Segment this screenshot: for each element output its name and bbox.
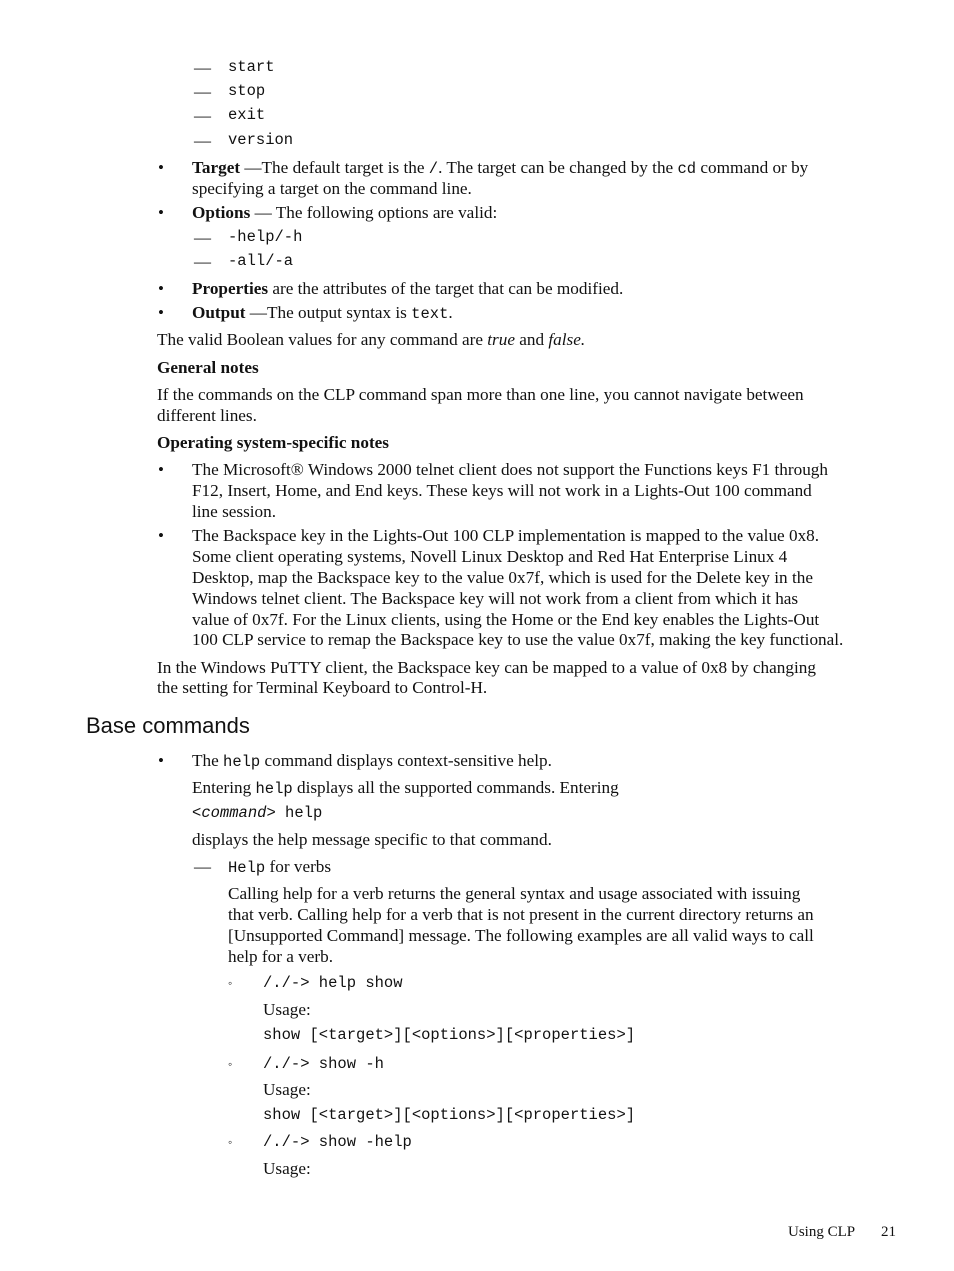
- dash-marker: —: [194, 106, 211, 125]
- target-label: Target: [192, 158, 241, 177]
- help-verb-code: Help: [228, 859, 266, 877]
- dash-marker: —: [194, 58, 211, 77]
- verb-start: start: [228, 58, 275, 76]
- dash-marker: —: [194, 252, 211, 271]
- target-text: . The target can be changed by the: [438, 158, 678, 177]
- target-code-cd: cd: [677, 160, 697, 178]
- os-bullet1-line3: line session.: [192, 502, 277, 521]
- putty-line1: In the Windows PuTTY client, the Backspace key can be mapped to a value of 0x8 by changing: [157, 658, 816, 677]
- help-for-verbs: [228, 856, 331, 879]
- usage-label: Usage:: [263, 1000, 311, 1019]
- boolean-true: true: [487, 330, 515, 349]
- output-end: .: [448, 303, 453, 322]
- entering-line: [192, 777, 619, 800]
- calling-help-line2: that verb. Calling help for a verb that is not present in the current directory returns an: [228, 905, 814, 924]
- os-bullet1-line2: F12, Insert, Home, and End keys. These keys will not work in a Lights-Out 100 command: [192, 481, 812, 500]
- output-text: —The output syntax is: [245, 303, 412, 322]
- command-help-code: [192, 803, 322, 824]
- target-item: [192, 157, 808, 180]
- example-command: /./-> show -h: [263, 1055, 384, 1073]
- entering-code: help: [255, 780, 293, 798]
- verb-version: version: [228, 131, 294, 149]
- bullet-marker: •: [158, 158, 164, 177]
- dash-marker: —: [194, 857, 211, 876]
- putty-line2: the setting for Terminal Keyboard to Control-H.: [157, 678, 488, 697]
- calling-help-line1: Calling help for a verb returns the general syntax and usage associated with issuing: [228, 884, 801, 903]
- os-bullet2-line5: value of 0x7f. For the Linux clients, using the Home or the End key enables the Lights-Out: [192, 610, 820, 629]
- os-bullet2-line3: Desktop, map the Backspace key to the value 0x7f, which is used for the Delete key in the: [192, 568, 813, 587]
- option-help: -help/-h: [228, 228, 303, 246]
- help-bullet-text: The: [192, 751, 224, 770]
- help-bullet: [192, 750, 552, 773]
- entering-text: displays all the supported commands. Entering: [292, 778, 619, 797]
- circle-bullet-marker: ◦: [228, 1135, 233, 1149]
- bullet-marker: •: [158, 203, 164, 222]
- section-heading-base-commands: Base commands: [86, 713, 250, 738]
- help-bullet-text: command displays context-sensitive help.: [260, 751, 552, 770]
- help-code: help: [223, 753, 261, 771]
- entering-text: Entering: [192, 778, 256, 797]
- os-bullet1-line1: The Microsoft® Windows 2000 telnet client does not support the Functions keys F1 through: [192, 460, 828, 479]
- footer-section: Using CLP: [788, 1224, 856, 1240]
- output-label: Output: [192, 303, 246, 322]
- general-notes-line2: different lines.: [157, 406, 257, 425]
- general-notes-line1: If the commands on the CLP command span more than one line, you cannot navigate between: [157, 385, 804, 404]
- properties-item: [192, 278, 623, 299]
- target-text: command or by: [696, 158, 809, 177]
- os-notes-heading: Operating system-specific notes: [157, 433, 389, 452]
- calling-help-line4: help for a verb.: [228, 947, 333, 966]
- options-text: — The following options are valid:: [250, 203, 498, 222]
- bullet-marker: •: [158, 526, 164, 545]
- boolean-and: and: [514, 330, 549, 349]
- output-item: [192, 302, 453, 325]
- target-item-line2: specifying a target on the command line.: [192, 179, 472, 198]
- general-notes-heading: General notes: [157, 358, 259, 377]
- example-command: /./-> show -help: [263, 1133, 412, 1151]
- usage-label: Usage:: [263, 1159, 311, 1178]
- boolean-line: [157, 329, 585, 350]
- verb-exit: exit: [228, 106, 266, 124]
- target-code-root: /: [428, 160, 439, 178]
- lt: <: [192, 804, 202, 822]
- command-placeholder: command: [201, 804, 267, 822]
- boolean-false: false.: [548, 330, 586, 349]
- dash-marker: —: [194, 82, 211, 101]
- bullet-marker: •: [158, 279, 164, 298]
- option-all: -all/-a: [228, 252, 294, 270]
- options-item: [192, 202, 497, 223]
- output-code: text: [411, 305, 449, 323]
- example-command: /./-> help show: [263, 974, 403, 992]
- gt: >: [266, 804, 276, 822]
- os-bullet2-line4: Windows telnet client. The Backspace key will not work from a client from which it has: [192, 589, 799, 608]
- properties-text: are the attributes of the target that can be modified.: [268, 279, 624, 298]
- bullet-marker: •: [158, 460, 164, 479]
- circle-bullet-marker: ◦: [228, 976, 233, 990]
- displays-line: displays the help message specific to that command.: [192, 830, 552, 849]
- help-verb-text: for verbs: [265, 857, 332, 876]
- calling-help-line3: [Unsupported Command] message. The following examples are all valid ways to call: [228, 926, 814, 945]
- os-bullet2-line2: Some client operating systems, Novell Linux Desktop and Red Hat Enterprise Linux 4: [192, 547, 788, 566]
- os-bullet2-line1: The Backspace key in the Lights-Out 100 CLP implementation is mapped to the value 0x8.: [192, 526, 820, 545]
- bullet-marker: •: [158, 303, 164, 322]
- usage-label: Usage:: [263, 1080, 311, 1099]
- usage-syntax: show [<target>][<options>][<properties>]: [263, 1026, 636, 1044]
- footer-page-number: 21: [881, 1224, 896, 1240]
- circle-bullet-marker: ◦: [228, 1057, 233, 1071]
- target-text: —The default target is the: [240, 158, 429, 177]
- bullet-marker: •: [158, 751, 164, 770]
- verb-stop: stop: [228, 82, 266, 100]
- usage-syntax: show [<target>][<options>][<properties>]: [263, 1106, 636, 1124]
- help-word: help: [275, 804, 323, 822]
- properties-label: Properties: [192, 279, 269, 298]
- dash-marker: —: [194, 228, 211, 247]
- options-label: Options: [192, 203, 251, 222]
- boolean-text: The valid Boolean values for any command are: [157, 330, 488, 349]
- os-bullet2-line6: 100 CLP service to remap the Backspace key to use the value 0x7f, making the key functional.: [192, 630, 844, 649]
- dash-marker: —: [194, 131, 211, 150]
